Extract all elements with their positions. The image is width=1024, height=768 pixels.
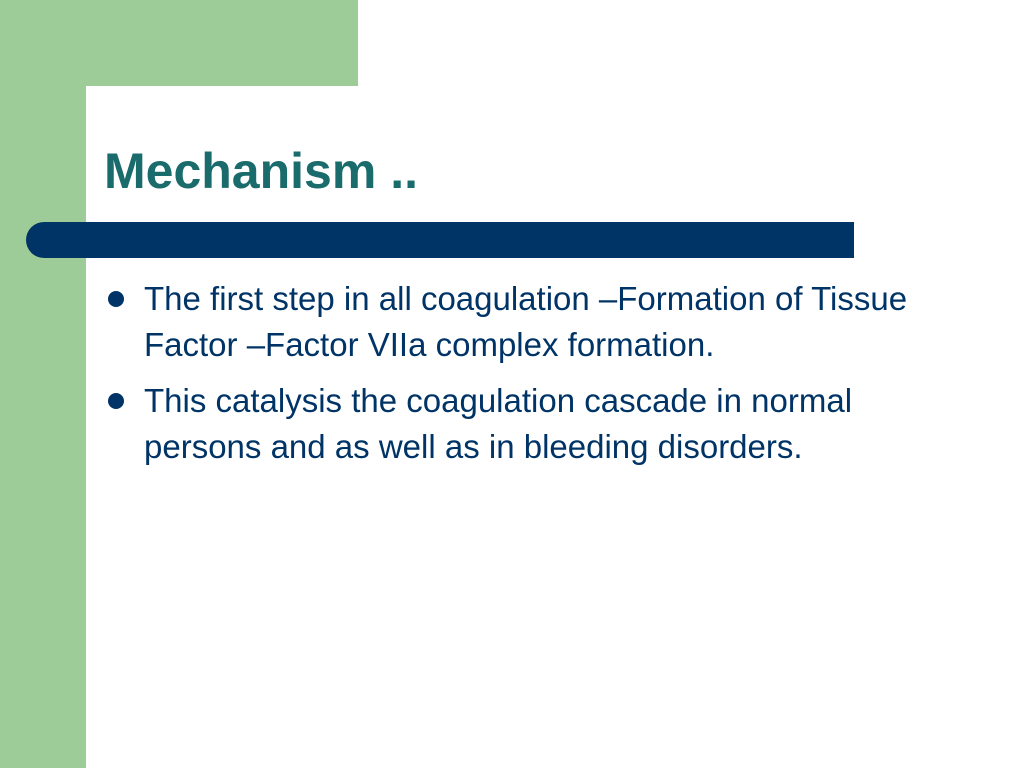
title-underline-bar [26, 222, 854, 258]
bullet-dot-icon [108, 291, 124, 307]
bullet-item [104, 378, 964, 470]
green-top-band [0, 0, 358, 86]
bullet-list [104, 276, 964, 480]
bullet-text: This catalysis the coagulation cascade in normal persons and as well as in bleeding disorders. [144, 382, 853, 465]
bullet-dot-icon [108, 393, 124, 409]
bullet-text: The first step in all coagulation –Formation of Tissue Factor –Factor VIIa complex formation. [144, 280, 908, 363]
bullet-item [104, 276, 964, 368]
slide-title: Mechanism .. [104, 143, 418, 199]
green-side-band [0, 0, 86, 768]
